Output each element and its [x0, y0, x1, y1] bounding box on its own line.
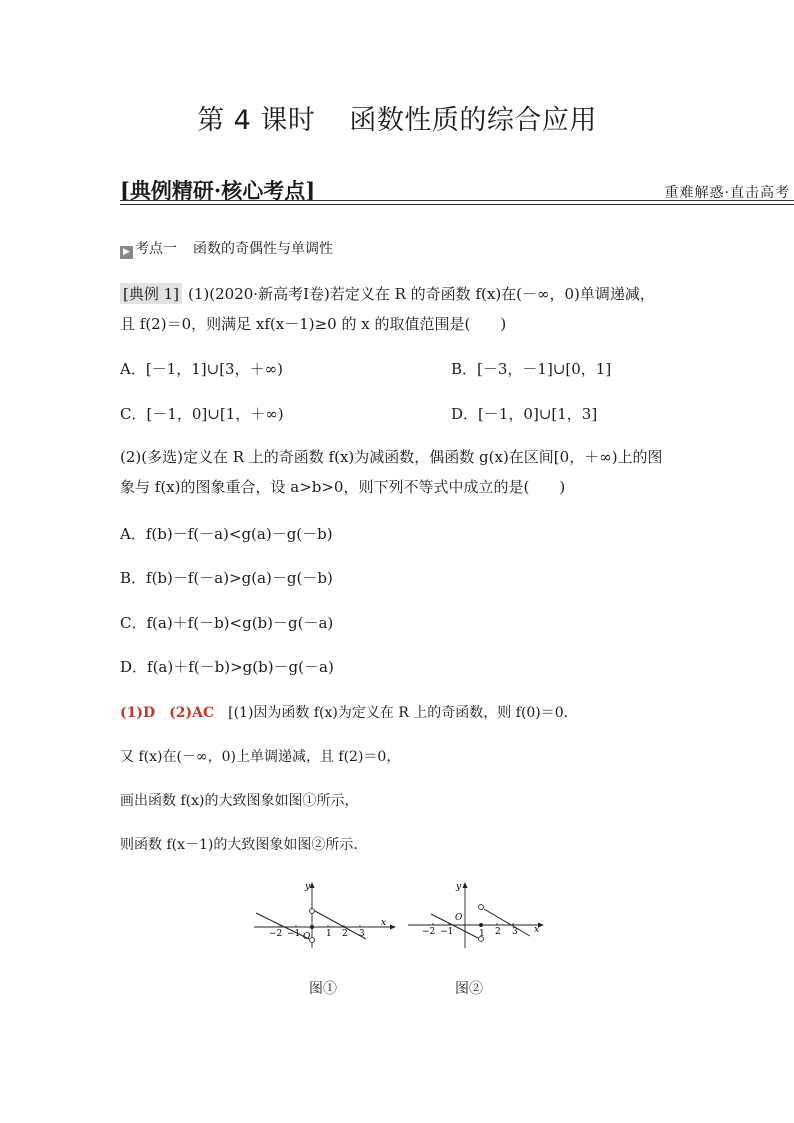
f-left-branch	[256, 913, 309, 939]
tick-label: 3	[512, 927, 518, 937]
example1-line2: 且 f(2)＝0，则满足 xf(x－1)≥0 的 x 的取值范围是( )	[120, 315, 507, 333]
section-rule-thin	[120, 204, 794, 205]
example1-option-c: C．[－1，0]∪[1，＋∞)	[120, 405, 284, 423]
solid-point	[479, 923, 483, 927]
example1-option-a: A．[－1，1]∪[3，＋∞)	[120, 360, 283, 378]
example2-line1: (2)(多选)定义在 R 上的奇函数 f(x)为减函数，偶函数 g(x)在区间[0，＋∞)上的图	[120, 448, 663, 466]
tick-label: −1	[440, 927, 454, 937]
example2-option-c: C．f(a)＋f(－b)<g(b)－g(－a)	[120, 614, 334, 632]
section-subtitle: 重难解惑·直击高考	[664, 185, 790, 201]
play-icon: ▶	[120, 246, 133, 259]
y-axis-arrow	[310, 882, 315, 888]
shifted-right-branch	[484, 909, 530, 936]
y-axis-label: y	[456, 882, 462, 892]
lesson-topic: 函数性质的综合应用	[349, 105, 597, 136]
page-title	[0, 98, 794, 137]
figure-2-graph	[404, 876, 554, 951]
figure-1-caption: 图①	[309, 981, 337, 997]
figure-2-caption: 图②	[455, 981, 483, 997]
solution-line1: (1)D (2)AC [(1)因为函数 f(x)为定义在 R 上的奇函数，则 f(0)＝0.	[120, 705, 569, 721]
kaodian-heading	[120, 238, 333, 259]
tick-label: −2	[269, 929, 283, 939]
example1-option-b: B．[－3，－1]∪[0，1]	[451, 360, 612, 378]
y-axis-label: y	[305, 882, 311, 892]
example1-option-d: D．[－1，0]∪[1，3]	[451, 405, 598, 423]
example2-option-a: A．f(b)－f(－a)<g(a)－g(－b)	[120, 525, 333, 543]
open-point-top	[310, 909, 315, 914]
tick-label: 3	[359, 929, 365, 939]
tick-label: −1	[287, 929, 301, 939]
section-rule-thick	[120, 200, 794, 201]
x-axis-arrow	[390, 925, 396, 930]
solution-answer: (1)D (2)AC	[120, 705, 215, 721]
tick-label: 1	[479, 929, 485, 939]
tick-label: 1	[326, 929, 332, 939]
solution-line2: 又 f(x)在(－∞，0)上单调递减，且 f(2)＝0，	[120, 749, 401, 765]
lesson-number: 第 4 课时	[197, 105, 316, 136]
figure-1-graph	[248, 876, 398, 951]
origin-label: O	[303, 932, 311, 942]
open-point-top	[479, 905, 484, 910]
x-axis-label: x	[381, 918, 387, 928]
example2-option-b: B．f(b)－f(－a)>g(a)－g(－b)	[120, 569, 333, 587]
example2-line2: 象与 f(x)的图象重合，设 a>b>0，则下列不等式中成立的是( )	[120, 478, 566, 496]
tick-label: −2	[422, 927, 436, 937]
origin-label: O	[455, 913, 463, 923]
solution-line4: 则函数 f(x－1)的大致图象如图②所示.	[120, 837, 358, 853]
kaodian-text: 函数的奇偶性与单调性	[193, 241, 333, 257]
tick-label: 2	[495, 927, 501, 937]
example-tag: [典例 1]	[120, 283, 182, 304]
origin-point	[310, 925, 314, 929]
solution-line3: 画出函数 f(x)的大致图象如图①所示，	[120, 793, 359, 809]
example2-option-d: D．f(a)＋f(－b)>g(b)－g(－a)	[120, 658, 334, 676]
y-axis-arrow	[463, 882, 468, 888]
tick-label: 2	[342, 929, 348, 939]
section-heading: [典例精研·核心考点]	[120, 178, 316, 203]
x-axis-label: x	[534, 925, 540, 935]
example1-line1: [典例 1] (1)(2020·新高考Ⅰ卷)若定义在 R 的奇函数 f(x)在(－∞，0)单调递减，	[120, 283, 655, 304]
kaodian-label: 考点一	[135, 241, 177, 257]
